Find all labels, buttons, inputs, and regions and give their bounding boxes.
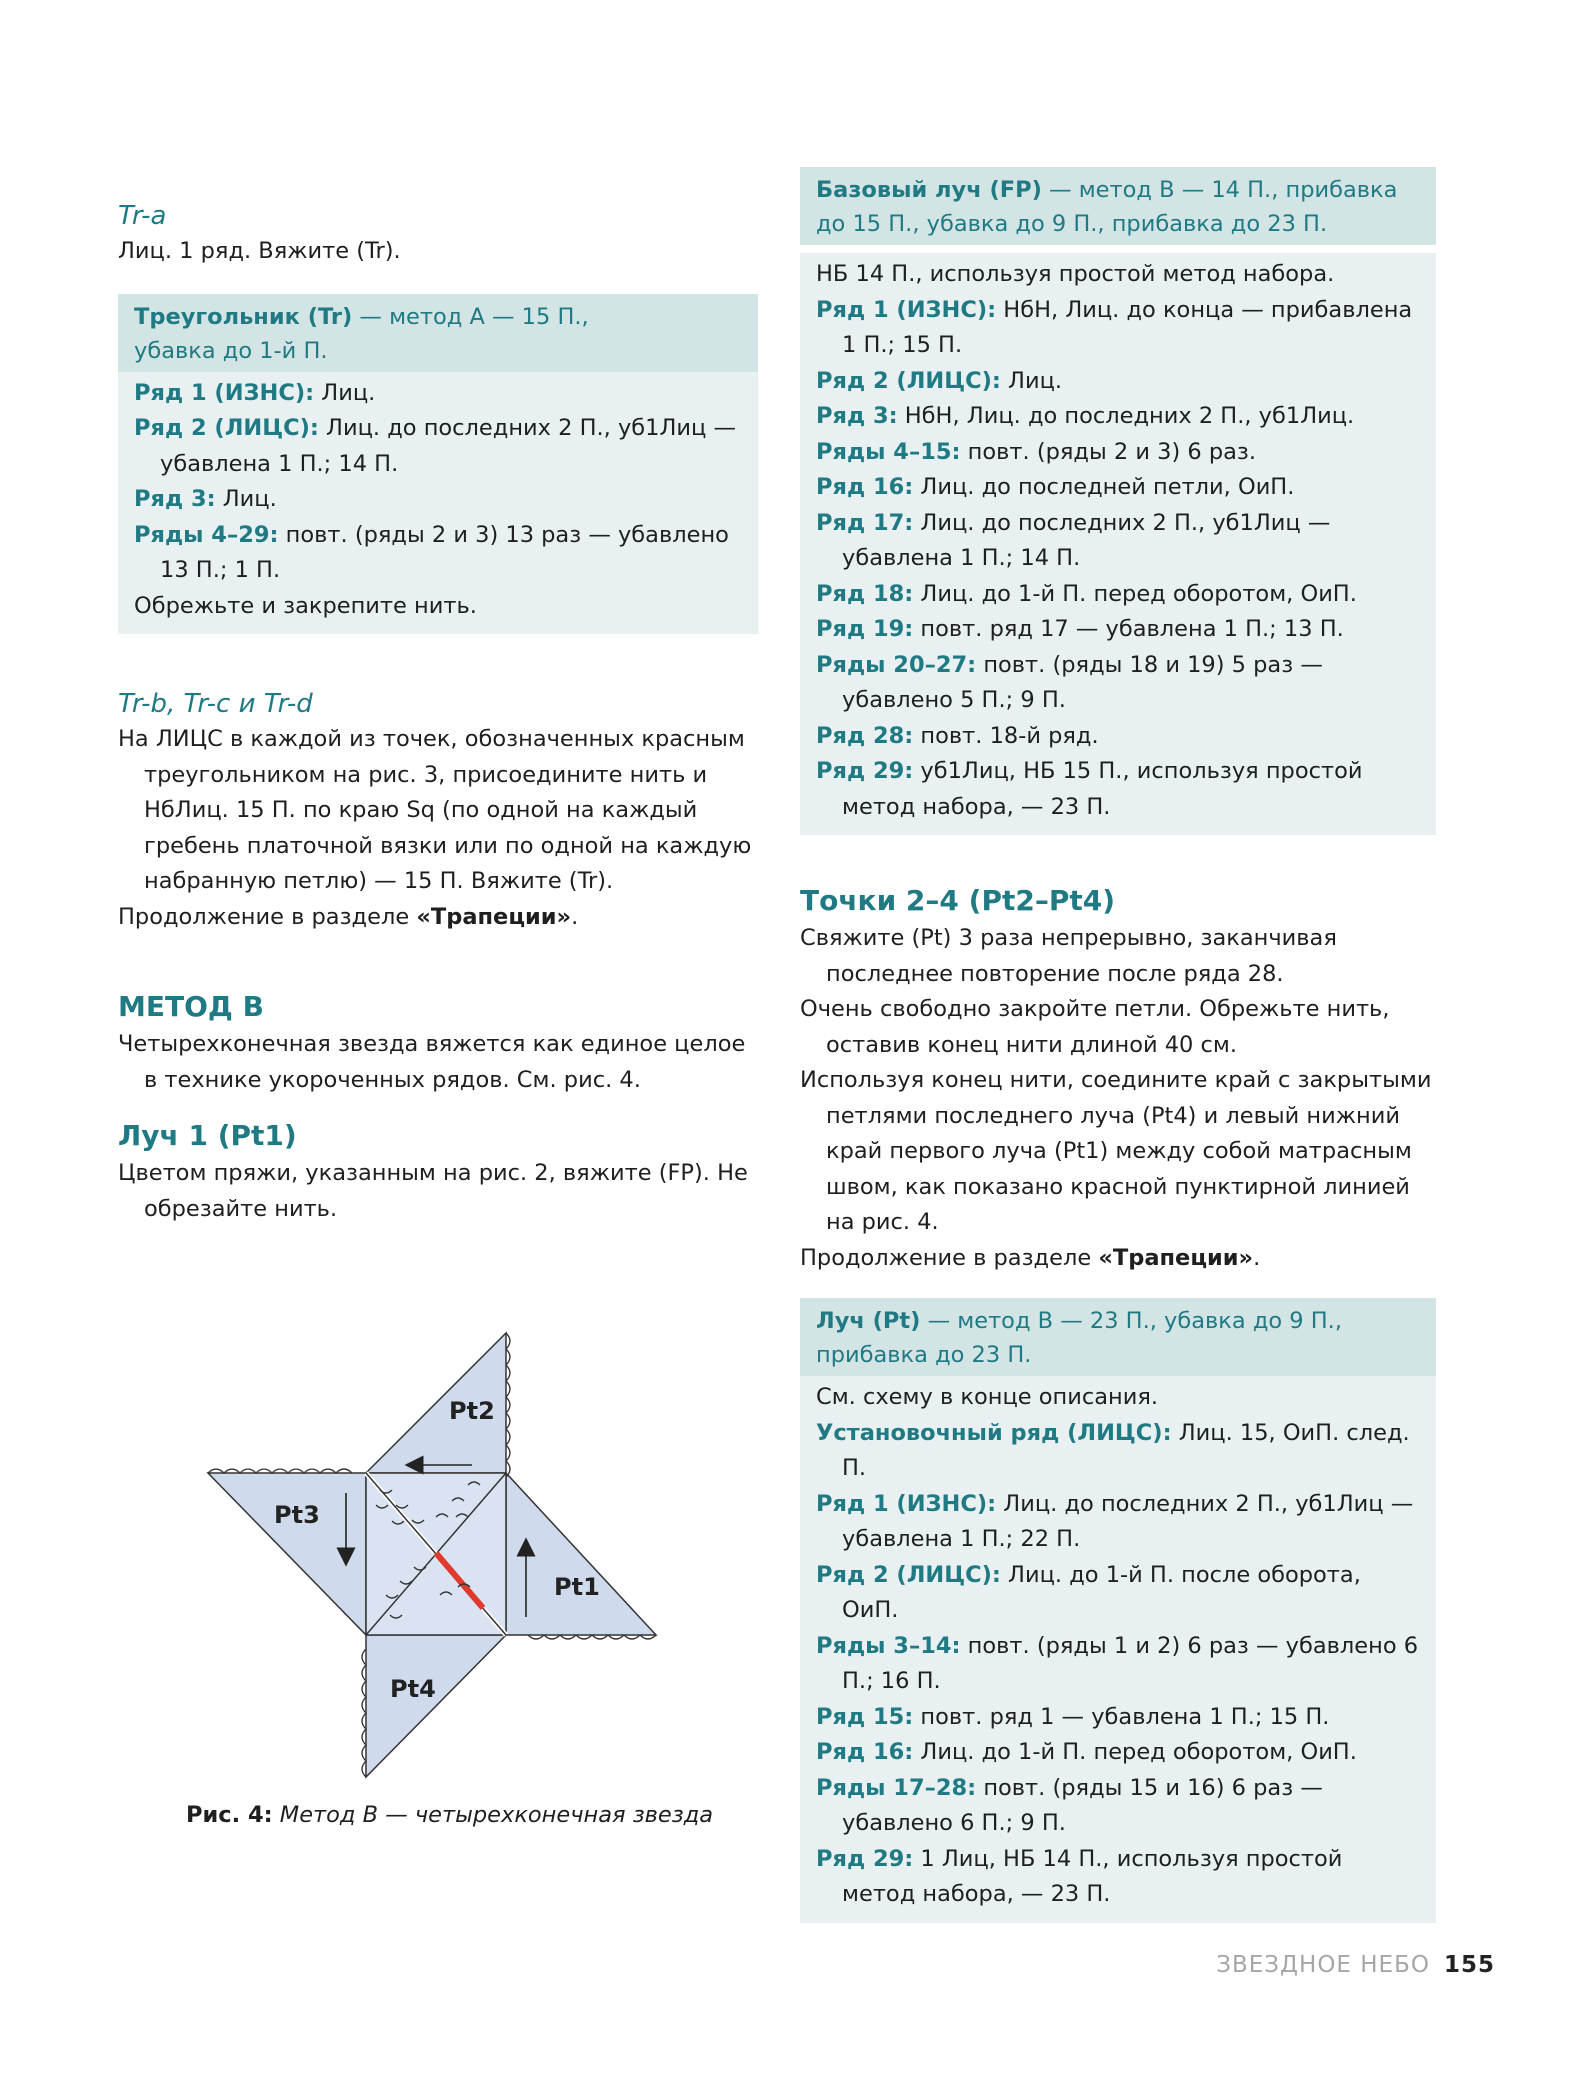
row-label: Ряды 4–15: bbox=[816, 438, 961, 465]
instruction-row bbox=[816, 1629, 1420, 1700]
page-number: 155 bbox=[1443, 1952, 1495, 1978]
row-label: Ряд 2 (ЛИЦС): bbox=[134, 415, 319, 441]
pt1-heading: Луч 1 (Pt1) bbox=[118, 1119, 297, 1152]
row-text: НБ 14 П., используя простой метод набора. bbox=[816, 261, 1335, 287]
row-label: Ряд 29: bbox=[816, 1845, 914, 1872]
instruction-row bbox=[816, 1842, 1420, 1913]
row-text: НбН, Лиц. до последних 2 П., уб1Лиц. bbox=[897, 403, 1355, 429]
instruction-row bbox=[816, 435, 1420, 471]
pt1-text: Цветом пряжи, указанным на рис. 2, вяжите (FP). Не обрезайте нить. bbox=[118, 1160, 748, 1222]
instruction-row bbox=[816, 1380, 1420, 1416]
row-text: повт. 18-й ряд. bbox=[913, 722, 1099, 749]
row-text: Лиц. 15, ОиП. след. П. bbox=[842, 1419, 1410, 1481]
tra-heading: Tr-a bbox=[118, 201, 167, 231]
left-column bbox=[118, 0, 758, 1227]
base-ray-box-title: Базовый луч (FP) — метод В — 14 П., прибавка до 15 П., убавка до 9 П., прибавка до 23 П. bbox=[800, 167, 1436, 245]
row-label: Ряды 20–27: bbox=[816, 651, 977, 678]
points-p3: Используя конец нити, соедините край с закрытыми петлями последнего луча (Pt4) и левый нижний край первого луча (Pt1) между собой матрасным швом, как показано красной пунктирной линией на рис. 4. bbox=[800, 1067, 1432, 1235]
row-label: Ряды 3–14: bbox=[816, 1632, 961, 1659]
instruction-row bbox=[134, 482, 742, 518]
row-label: Ряд 2 (ЛИЦС): bbox=[816, 367, 1001, 394]
instruction-row bbox=[816, 1735, 1420, 1771]
row-text: повт. ряд 1 — убавлена 1 П.; 15 П. bbox=[913, 1703, 1330, 1730]
pt4-label: Pt4 bbox=[390, 1675, 436, 1703]
ray-box-title: Луч (Pt) — метод В — 23 П., убавка до 9 П., прибавка до 23 П. bbox=[800, 1298, 1436, 1376]
tra-text: Лиц. 1 ряд. Вяжите (Tr). bbox=[118, 238, 401, 264]
star-diagram bbox=[200, 1325, 680, 1799]
row-text: НбН, Лиц. до конца — прибавлена 1 П.; 15 П. bbox=[842, 296, 1413, 358]
row-text: Лиц. до последней петли, ОиП. bbox=[913, 474, 1295, 500]
pt3-label: Pt3 bbox=[274, 1501, 320, 1529]
trbcd-heading: Tr-b, Tr-c и Tr-d bbox=[118, 689, 313, 719]
base-ray-box-rows bbox=[800, 253, 1436, 835]
row-label: Ряд 15: bbox=[816, 1703, 914, 1730]
figure-caption: Рис. 4: Метод В — четырехконечная звезда bbox=[186, 1802, 714, 1828]
triangle-box-rows bbox=[118, 372, 758, 635]
row-label: Ряд 18: bbox=[816, 580, 914, 607]
points-heading: Точки 2–4 (Pt2–Pt4) bbox=[800, 884, 1116, 917]
instruction-row bbox=[816, 1487, 1420, 1558]
row-label: Ряд 17: bbox=[816, 509, 914, 536]
row-text: повт. (ряды 1 и 2) 6 раз — убавлено 6 П.; 16 П. bbox=[842, 1632, 1419, 1694]
base-ray-box bbox=[800, 167, 1436, 835]
instruction-row bbox=[816, 648, 1420, 719]
row-label: Ряд 1 (ИЗНС): bbox=[816, 296, 997, 323]
row-text: Обрежьте и закрепите нить. bbox=[134, 592, 477, 619]
row-label: Ряд 2 (ЛИЦС): bbox=[816, 1561, 1001, 1588]
pt4-shape bbox=[366, 1635, 506, 1777]
row-text: уб1Лиц, НБ 15 П., используя простой метод набора, — 23 П. bbox=[842, 758, 1363, 820]
instruction-row bbox=[816, 1771, 1420, 1842]
trbcd-continuation: Продолжение в разделе «Трапеции». bbox=[118, 903, 579, 930]
row-label: Ряд 3: bbox=[134, 486, 216, 512]
triangle-box bbox=[118, 294, 758, 635]
pt1-shape bbox=[506, 1473, 656, 1635]
row-label: Ряд 28: bbox=[816, 722, 914, 749]
page-footer bbox=[1216, 1952, 1495, 1978]
row-text: повт. (ряды 2 и 3) 6 раз. bbox=[960, 438, 1257, 465]
row-text: Лиц. bbox=[314, 379, 376, 406]
row-text: повт. ряд 17 — убавлена 1 П.; 13 П. bbox=[913, 616, 1344, 642]
points-p1: Свяжите (Pt) 3 раза непрерывно, заканчивая последнее повторение после ряда 28. bbox=[800, 925, 1337, 987]
row-text: 1 Лиц, НБ 14 П., используя простой метод набора, — 23 П. bbox=[842, 1845, 1343, 1907]
points-continuation: Продолжение в разделе «Трапеции». bbox=[800, 1244, 1261, 1271]
triangle-box-title: Треугольник (Tr) — метод А — 15 П., убавка до 1-й П. bbox=[118, 294, 758, 372]
row-label: Ряд 16: bbox=[816, 474, 914, 500]
row-label: Ряд 16: bbox=[816, 1739, 914, 1765]
instruction-row bbox=[816, 364, 1420, 400]
instruction-row bbox=[816, 1558, 1420, 1629]
points-p2: Очень свободно закройте петли. Обрежьте нить, оставив конец нити длиной 40 см. bbox=[800, 996, 1390, 1058]
trbcd-text: На ЛИЦС в каждой из точек, обозначенных красным треугольником на рис. 3, присоедините нить и НбЛиц. 15 П. по краю Sq (по одной на каждый гребень платочной вязки или по одной на каждую набранную петлю) — 15 П. Вяжите (Tr). bbox=[118, 726, 752, 894]
row-text: повт. (ряды 15 и 16) 6 раз — убавлено 6 П.; 9 П. bbox=[842, 1774, 1323, 1836]
pt1-label: Pt1 bbox=[554, 1573, 600, 1601]
instruction-row bbox=[816, 293, 1420, 364]
pt3-shape bbox=[208, 1473, 366, 1635]
instruction-row bbox=[134, 518, 742, 589]
instruction-row bbox=[816, 612, 1420, 648]
instruction-row bbox=[816, 470, 1420, 506]
instruction-row bbox=[134, 411, 742, 482]
ray-box bbox=[800, 1298, 1436, 1923]
ray-box-rows bbox=[800, 1376, 1436, 1923]
instruction-row bbox=[816, 577, 1420, 613]
instruction-row bbox=[134, 589, 742, 625]
row-label: Ряды 4–29: bbox=[134, 521, 279, 548]
instruction-row bbox=[816, 754, 1420, 825]
row-label: Ряд 19: bbox=[816, 616, 914, 642]
section-title: ЗВЕЗДНОЕ НЕБО bbox=[1216, 1952, 1430, 1978]
row-label: Ряд 1 (ИЗНС): bbox=[134, 379, 315, 406]
row-text: Лиц. до последних 2 П., уб1Лиц — убавлена 1 П.; 22 П. bbox=[842, 1490, 1414, 1552]
instruction-row bbox=[816, 719, 1420, 755]
row-text: Лиц. до последних 2 П., уб1Лиц — убавлена 1 П.; 14 П. bbox=[160, 415, 736, 477]
right-column bbox=[800, 0, 1436, 1923]
row-text: Лиц. до 1-й П. после оборота, ОиП. bbox=[842, 1561, 1361, 1623]
row-text: См. схему в конце описания. bbox=[816, 1384, 1159, 1410]
row-label: Ряд 29: bbox=[816, 758, 914, 784]
row-text: Лиц. до 1-й П. перед оборотом, ОиП. bbox=[913, 580, 1357, 607]
pt2-label: Pt2 bbox=[449, 1397, 495, 1425]
row-label: Ряд 3: bbox=[816, 403, 898, 429]
instruction-row bbox=[134, 376, 742, 412]
instruction-row bbox=[816, 257, 1420, 293]
method-b-heading: МЕТОД B bbox=[118, 990, 264, 1023]
instruction-row bbox=[816, 506, 1420, 577]
row-label: Ряд 1 (ИЗНС): bbox=[816, 1490, 997, 1517]
row-text: Лиц. до последних 2 П., уб1Лиц — убавлена 1 П.; 14 П. bbox=[842, 509, 1331, 571]
row-text: Лиц. bbox=[1000, 367, 1063, 394]
instruction-row bbox=[816, 1416, 1420, 1487]
instruction-row bbox=[816, 1700, 1420, 1736]
row-label: Ряды 17–28: bbox=[816, 1774, 977, 1801]
instruction-row bbox=[816, 399, 1420, 435]
method-b-text: Четырехконечная звезда вяжется как единое целое в технике укороченных рядов. См. рис. 4. bbox=[118, 1031, 746, 1093]
row-text: повт. (ряды 18 и 19) 5 раз — убавлено 5 П.; 9 П. bbox=[842, 651, 1323, 713]
row-label: Установочный ряд (ЛИЦС): bbox=[816, 1419, 1172, 1446]
row-text: повт. (ряды 2 и 3) 13 раз — убавлено 13 П.; 1 П. bbox=[160, 521, 729, 583]
row-text: Лиц. до 1-й П. перед оборотом, ОиП. bbox=[913, 1739, 1357, 1765]
row-text: Лиц. bbox=[215, 486, 277, 512]
